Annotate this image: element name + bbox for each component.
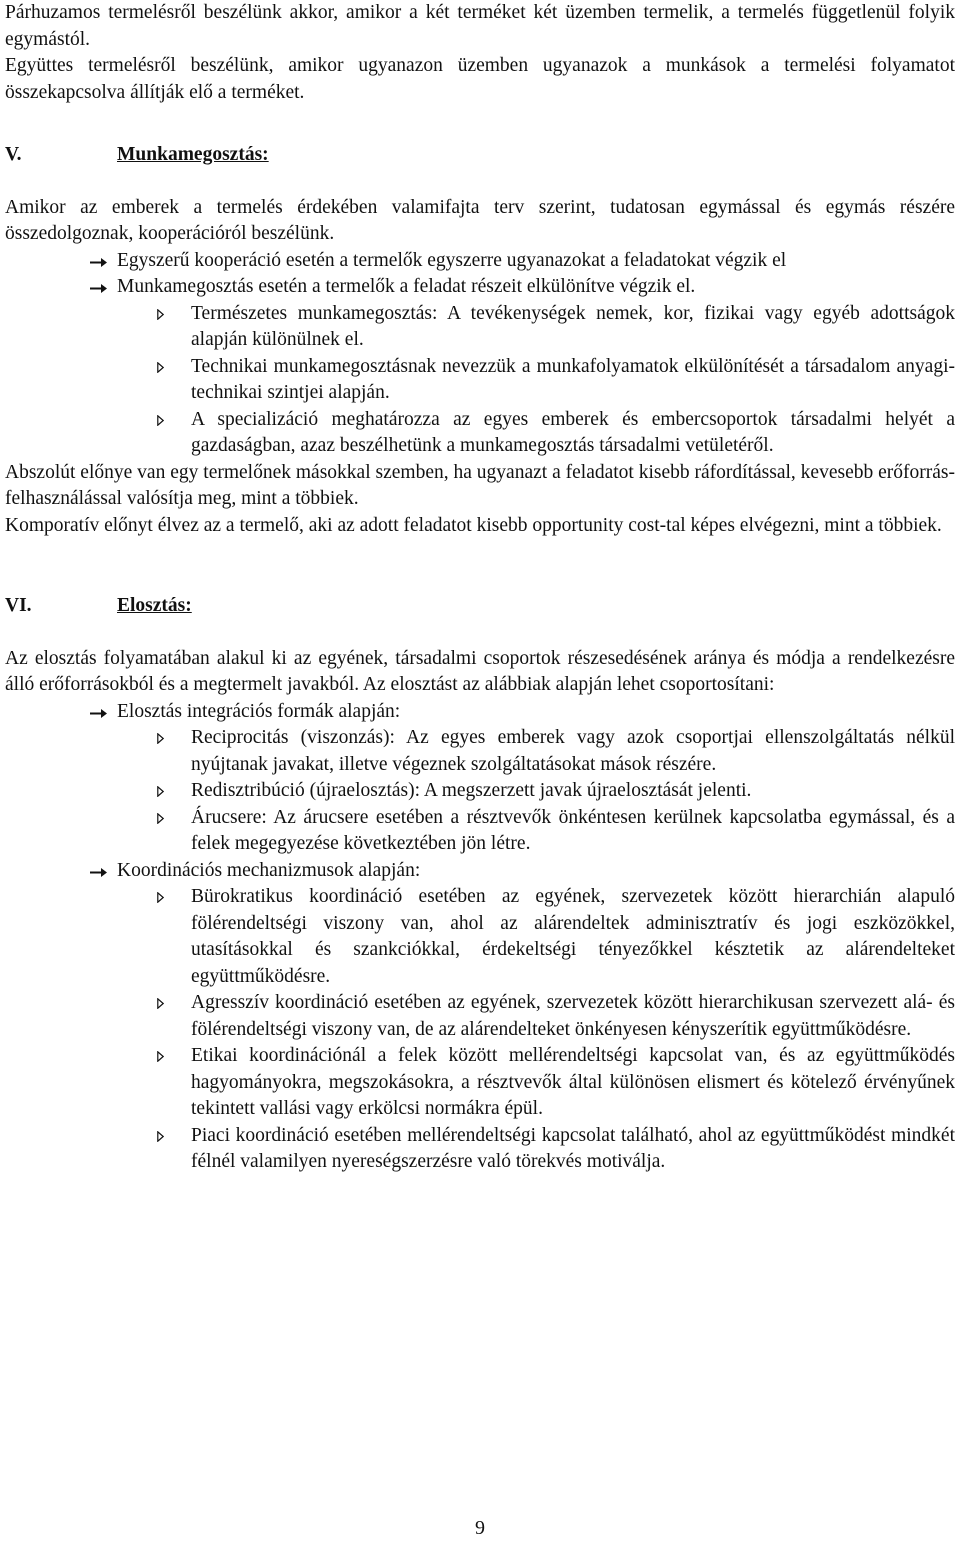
list-item-text: A specializáció meghatározza az egyes emberek és embercsoportok társadalmi helyét a gazdaságban, azaz beszélhetünk a munkamegosztás társadalmi vetületéről. [191, 408, 955, 456]
list-item [5, 301, 955, 354]
triangle-bullet-icon [5, 990, 191, 1043]
list-item-text: Agresszív koordináció esetében az egyének, szervezetek között hierarchikusan szervezett alá- és fölérendeltségi viszony van, de az alárendelteket önkényesen kényszerítik együttműködésre. [191, 992, 955, 1040]
section-title: Elosztás: [117, 595, 192, 616]
list-item-text: Bürokratikus koordináció esetében az egyének, szervezetek között hierarchián alapuló fölérendeltségi viszony van, ahol az alárendeltek adminisztratív és jogi eszközökkel, utasításokkal és szankciókkal, érdekeltségi tényezőkkel késztetik az alárendelteket együttműködésre. [191, 886, 955, 987]
page-number: 9 [475, 1517, 485, 1539]
triangle-bullet-icon [5, 1043, 191, 1123]
list-item-text: Elosztás integrációs formák alapján: [117, 700, 401, 722]
section-number: VI. [5, 595, 32, 616]
section-paragraph: Az elosztás folyamatában alakul ki az egyének, társadalmi csoportok részesedésének aránya és módja a rendelkezésre álló erőforrásokból és a megtermelt javakból. Az elosztást az alábbiak alapján lehet csoportosítani: [5, 647, 955, 695]
list-item [5, 354, 955, 407]
list-item-text: Koordinációs mechanizmusok alapján: [117, 859, 421, 881]
section-title: Munkamegosztás: [117, 144, 269, 165]
triangle-bullet-icon [5, 805, 191, 858]
list-item-text: Természetes munkamegosztás: A tevékenységek nemek, kor, fizikai vagy egyéb adottságok alapján különülnek el. [191, 302, 955, 350]
intro-paragraph-parallel: Párhuzamos termelésről beszélünk akkor, amikor a két terméket két üzemben termelik, a termelés függetlenül folyik egymástól. [5, 2, 955, 50]
list-item [5, 407, 955, 460]
list-item-text: Etikai koordinációnál a felek között mellérendeltségi kapcsolat van, és az együttműködés hagyományokra, megszokásokra, a résztvevők által különösen elismert és kötelező érvényűnek tekintett vallási vagy erkölcsi normákra épül. [191, 1045, 955, 1119]
list-item-text: Egyszerű kooperáció esetén a termelők egyszerre ugyanazokat a feladatokat végzik el [117, 249, 787, 271]
list-item [5, 248, 955, 275]
list-item [5, 274, 955, 301]
arrow-bullet-icon [5, 699, 117, 726]
arrow-bullet-icon [5, 858, 117, 885]
list-item-text: Árucsere: Az árucsere esetében a résztvevők önkéntesen kerülnek kapcsolatba egymással, és a felek megegyezése következtében jön létre. [191, 806, 955, 854]
intro-paragraph-joint: Együttes termelésről beszélünk, amikor ugyanazon üzemben ugyanazok a munkások a termelési folyamatot összekapcsolva állítják elő a terméket. [5, 55, 955, 103]
triangle-bullet-icon [5, 1123, 191, 1176]
list-item [5, 990, 955, 1043]
list-item [5, 884, 955, 990]
document-page [5, 0, 955, 1176]
list-item [5, 858, 955, 885]
triangle-bullet-icon [5, 778, 191, 805]
list-item [5, 1043, 955, 1123]
triangle-bullet-icon [5, 301, 191, 354]
arrow-bullet-icon [5, 248, 117, 275]
list-item [5, 1123, 955, 1176]
section-paragraph: Amikor az emberek a termelés érdekében valamifajta terv szerint, tudatosan egymással és egymás részére összedolgoznak, kooperációról beszélünk. [5, 196, 955, 244]
list-item-text: Reciprocitás (viszonzás): Az egyes emberek vagy azok csoportjai ellenszolgáltatás nélkül nyújtanak javakat, illetve végeznek szolgáltatásokat mások részére. [191, 727, 955, 775]
triangle-bullet-icon [5, 725, 191, 778]
list-item-text: Munkamegosztás esetén a termelők a feladat részeit elkülönítve végzik el. [117, 276, 696, 297]
triangle-bullet-icon [5, 884, 191, 990]
list-item-text: Redisztribúció (újraelosztás): A megszerzett javak újraelosztását jelenti. [191, 780, 752, 801]
list-item [5, 699, 955, 726]
triangle-bullet-icon [5, 354, 191, 407]
section-heading-munkamegosztas [5, 142, 955, 169]
list-item [5, 725, 955, 778]
paragraph-comparative-advantage: Komporatív előnyt élvez az a termelő, aki az adott feladatot kisebb opportunity cost-tal képes elvégezni, mint a többiek. [5, 514, 942, 536]
list-item [5, 805, 955, 858]
list-item-text: Technikai munkamegosztásnak nevezzük a munkafolyamatok elkülönítését a társadalom anyagi-technikai szintjei alapján. [191, 355, 955, 403]
arrow-bullet-icon [5, 274, 117, 301]
triangle-bullet-icon [5, 407, 191, 460]
list-item-text: Piaci koordináció esetében mellérendeltségi kapcsolat található, ahol az együttműködést mindkét félnél valamilyen nyereségszerzésre való törekvés motiválja. [191, 1124, 955, 1172]
section-heading-elosztas [5, 593, 955, 620]
paragraph-absolute-advantage: Abszolút előnye van egy termelőnek másokkal szemben, ha ugyanazt a feladatot kisebb ráfordítással, kevesebb erőforrás-felhasználással valósítja meg, mint a többiek. [5, 461, 955, 509]
section-number: V. [5, 144, 22, 165]
list-item [5, 778, 955, 805]
